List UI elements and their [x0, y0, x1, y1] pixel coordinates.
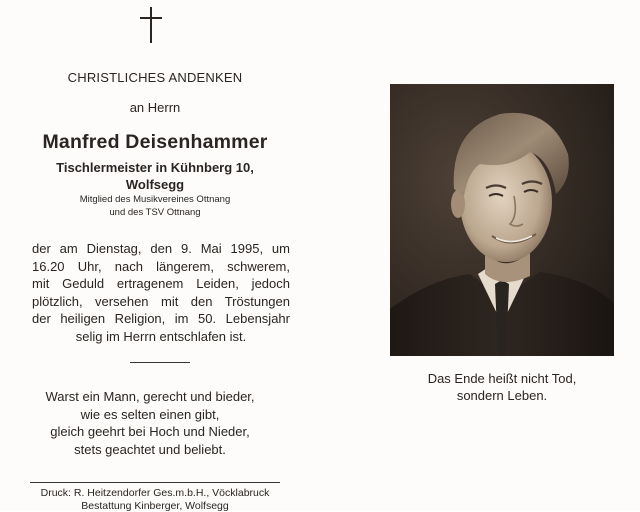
caption-line-1: Das Ende heißt nicht Tod,	[390, 370, 614, 387]
printer-line-2: Bestattung Kinberger, Wolfsegg	[0, 500, 310, 512]
membership-text	[22, 194, 288, 219]
death-announcement	[32, 240, 290, 345]
printer-line-1: Druck: R. Heitzendorfer Ges.m.b.H., Vöcklabruck	[0, 487, 310, 500]
poem-line: wie es selten einen gibt,	[0, 406, 300, 424]
poem-line: Warst ein Mann, gerecht und bieder,	[0, 388, 300, 406]
death-text-line: plötzlich, versehen mit den Tröstungen	[32, 293, 290, 311]
poem-line: stets geachtet und beliebt.	[0, 441, 300, 459]
poem-line: gleich geehrt bei Hoch und Nieder,	[0, 423, 300, 441]
portrait-photo	[390, 84, 614, 356]
salutation: an Herrn	[22, 100, 288, 115]
profession-line-2: Wolfsegg	[22, 176, 288, 193]
card-heading: CHRISTLICHES ANDENKEN	[22, 70, 288, 85]
profession-text	[22, 159, 288, 193]
death-text-line: der am Dienstag, den 9. Mai 1995, um	[32, 240, 290, 258]
long-divider	[30, 482, 280, 483]
cross-icon	[140, 7, 162, 43]
caption-line-2: sondern Leben.	[390, 387, 614, 404]
death-text-line: mit Geduld ertragenem Leiden, jedoch	[32, 275, 290, 293]
short-divider	[130, 362, 190, 363]
photo-caption	[390, 370, 614, 404]
poem	[0, 388, 300, 458]
membership-line-2: und des TSV Ottnang	[22, 207, 288, 220]
death-text-line: selig im Herrn entschlafen ist.	[32, 328, 290, 346]
membership-line-1: Mitglied des Musikvereines Ottnang	[22, 194, 288, 207]
profession-line-1: Tischlermeister in Kühnberg 10,	[22, 159, 288, 176]
printer-credits	[0, 487, 310, 512]
death-text-line: der heiligen Religion, im 50. Lebensjahr	[32, 310, 290, 328]
portrait-image	[390, 84, 614, 356]
death-text-line: 16.20 Uhr, nach längerem, schwerem,	[32, 258, 290, 276]
deceased-name: Manfred Deisenhammer	[22, 131, 288, 154]
